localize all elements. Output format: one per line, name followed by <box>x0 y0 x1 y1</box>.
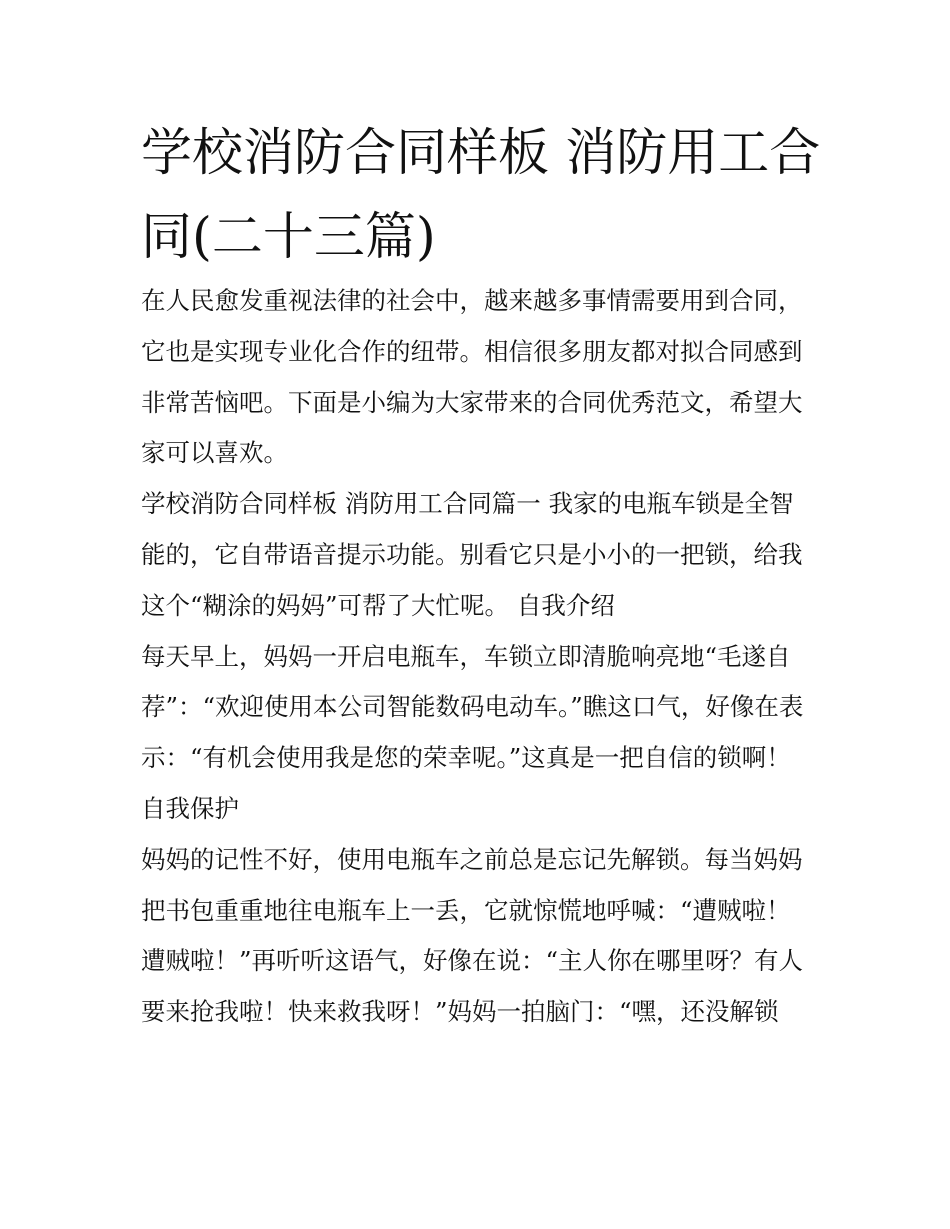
document-body <box>141 276 813 1038</box>
paragraph-intro: 在人民愈发重视法律的社会中，越来越多事情需要用到合同，它也是实现专业化合作的纽带。相信很多朋友都对拟合同感到非常苦恼吧。下面是小编为大家带来的合同优秀范文，希望大家可以喜欢。 <box>141 286 803 468</box>
document-title: 学校消防合同样板 消防用工合同(二十三篇) <box>141 124 821 267</box>
paragraph-morning: 每天早上，妈妈一开启电瓶车，车锁立即清脆响亮地“毛遂自荐”：“欢迎使用本公司智能数码电动车。”瞧这口气，好像在表示：“有机会使用我是您的荣幸呢。”这真是一把自信的锁啊！ <box>141 641 804 773</box>
paragraph-self-protection: 妈妈的记性不好，使用电瓶车之前总是忘记先解锁。每当妈妈把书包重重地往电瓶车上一丢，它就惊慌地呼喊：“遭贼啦！遭贼啦！”再听听这语气，好像在说：“主人你在哪里呀？有人要来抢我啦！快来救我呀！”妈妈一拍脑门：“嘿，还没解锁 <box>141 844 804 1027</box>
paragraph-section-one: 学校消防合同样板 消防用工合同篇一 我家的电瓶车锁是全智能的，它自带语音提示功能。别看它只是小小的一把锁，给我这个“糊涂的妈妈”可帮了大忙呢。 自我介绍 <box>141 489 803 620</box>
paragraph-heading-self-protection: 自我保护 <box>141 793 239 823</box>
